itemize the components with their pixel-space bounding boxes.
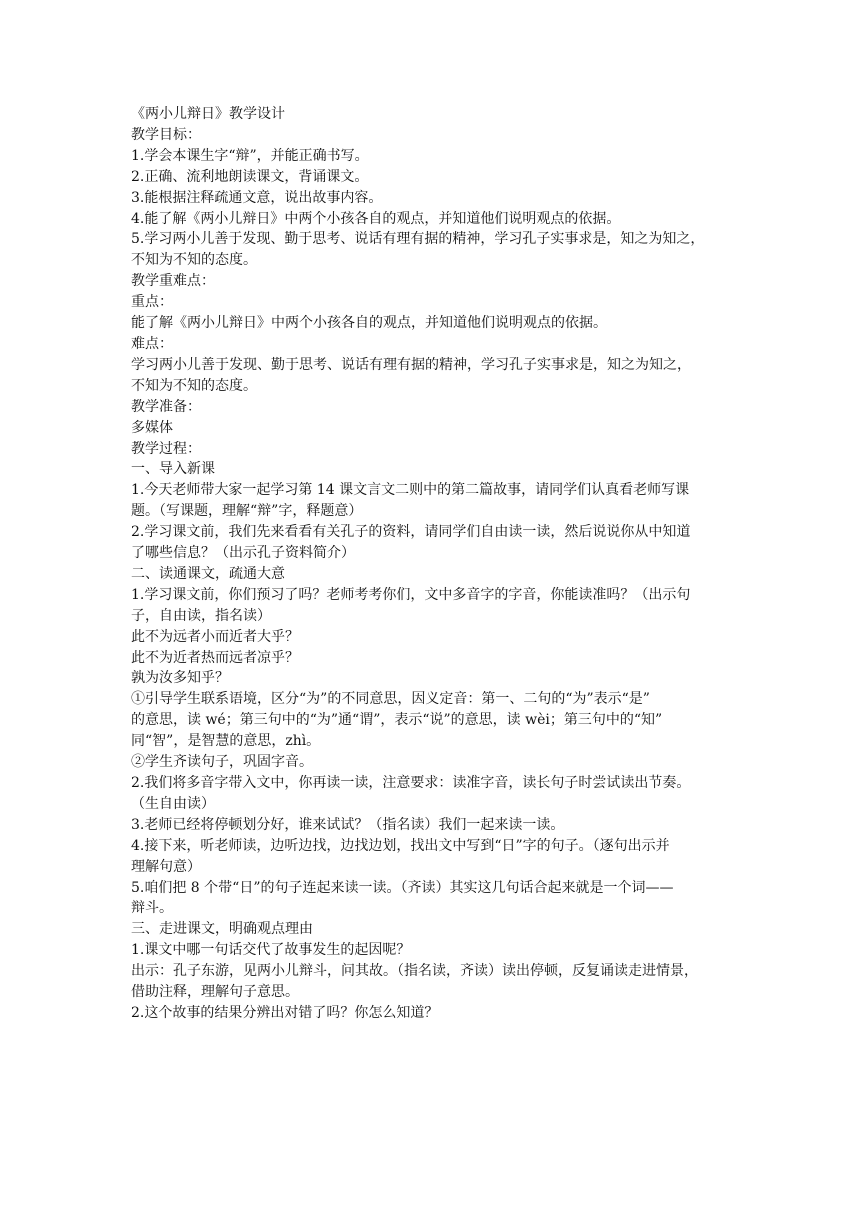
text-line: ②学生齐读句子，巩固字音。 xyxy=(131,754,313,771)
section-heading: 三、走进课文，明确观点理由 xyxy=(131,921,313,938)
section-heading: 教学过程： xyxy=(131,440,201,457)
text-line: 2.学习课文前，我们先来看看有关孔子的资料，请同学们自由读一读，然后说说你从中知道 xyxy=(131,524,691,541)
text-line: 4.能了解《两小儿辩日》中两个小孩各自的观点，并知道他们说明观点的依据。 xyxy=(131,210,621,227)
section-heading: 二、读通课文，疏通大意 xyxy=(131,565,285,582)
text-line: 2.我们将多音字带入文中，你再读一读，注意要求：读准字音，读长句子时尝试读出节奏。 xyxy=(131,775,691,791)
text-line: 孰为汝多知乎？ xyxy=(131,670,229,687)
section-heading: 教学目标： xyxy=(131,126,201,143)
text-line: 理解句意） xyxy=(131,858,201,875)
section-heading: 重点： xyxy=(131,294,173,311)
text-line: 3.能根据注释疏通文意，说出故事内容。 xyxy=(131,189,383,206)
text-line: 能了解《两小儿辩日》中两个小孩各自的观点，并知道他们说明观点的依据。 xyxy=(131,315,607,332)
text-line: 此不为远者小而近者大乎？ xyxy=(131,628,299,645)
text-line: 题。（写课题，理解“辩”字，释题意） xyxy=(131,503,363,520)
text-line: ①引导学生联系语境，区分“为”的不同意思，因义定音：第一、二句的“为”表示“是” xyxy=(131,691,650,708)
text-line: 1.学习课文前，你们预习了吗？老师考考你们，文中多音字的字音，你能读准吗？（出示句 xyxy=(131,586,691,603)
text-line: 3.老师已经将停顿划分好，谁来试试？（指名读）我们一起来读一读。 xyxy=(131,816,565,833)
text-line: 4.接下来，听老师读，边听边找，边找边划，找出文中写到“日”字的句子。（逐句出示并 xyxy=(131,837,670,854)
document-body xyxy=(131,104,731,1024)
text-line: 的意思，读 wé；第三句中的“为”通“谓”，表示“说”的意思，读 wèi；第三句中的“知” xyxy=(131,712,663,729)
text-line: 2.这个故事的结果分辨出对错了吗？你怎么知道？ xyxy=(131,1004,439,1021)
text-line: 出示：孔子东游，见两小儿辩斗，问其故。（指名读，齐读）读出停顿，反复诵读走进情景， xyxy=(131,963,698,980)
section-heading: 一、导入新课 xyxy=(131,461,215,478)
text-line: 5.学习两小儿善于发现、勤于思考、说话有理有据的精神，学习孔子实事求是，知之为知之， xyxy=(131,231,705,248)
text-line: 子，自由读，指名读） xyxy=(131,607,271,624)
text-line: 1.课文中哪一句话交代了故事发生的起因呢？ xyxy=(131,942,411,959)
document-title: 《两小儿辩日》教学设计 xyxy=(131,106,285,122)
text-line: 不知为不知的态度。 xyxy=(131,252,257,269)
text-line: 同“智”，是智慧的意思，zhì。 xyxy=(131,733,321,750)
text-line: 借助注释，理解句子意思。 xyxy=(131,984,299,1001)
text-line: 了哪些信息？（出示孔子资料简介） xyxy=(131,545,355,562)
section-heading: 教学准备： xyxy=(131,398,201,415)
text-line: 1.今天老师带大家一起学习第 14 课文言文二则中的第二篇故事，请同学们认真看老师写课 xyxy=(131,482,690,499)
text-line: 辩斗。 xyxy=(131,900,173,917)
text-line: （生自由读） xyxy=(131,795,215,812)
text-line: 此不为近者热而远者凉乎？ xyxy=(131,649,299,666)
text-line: 学习两小儿善于发现、勤于思考、说话有理有据的精神，学习孔子实事求是，知之为知之， xyxy=(131,356,691,373)
section-heading: 难点： xyxy=(131,335,173,352)
text-line: 2.正确、流利地朗读课文，背诵课文。 xyxy=(131,168,369,185)
text-line: 1.学会本课生字“辩”，并能正确书写。 xyxy=(131,147,369,164)
text-line: 5.咱们把 8 个带“日”的句子连起来读一读。（齐读）其实这几句话合起来就是一个词—— xyxy=(131,879,674,896)
section-heading: 教学重难点： xyxy=(131,273,215,290)
text-line: 多媒体 xyxy=(131,419,173,436)
text-line: 不知为不知的态度。 xyxy=(131,377,257,394)
